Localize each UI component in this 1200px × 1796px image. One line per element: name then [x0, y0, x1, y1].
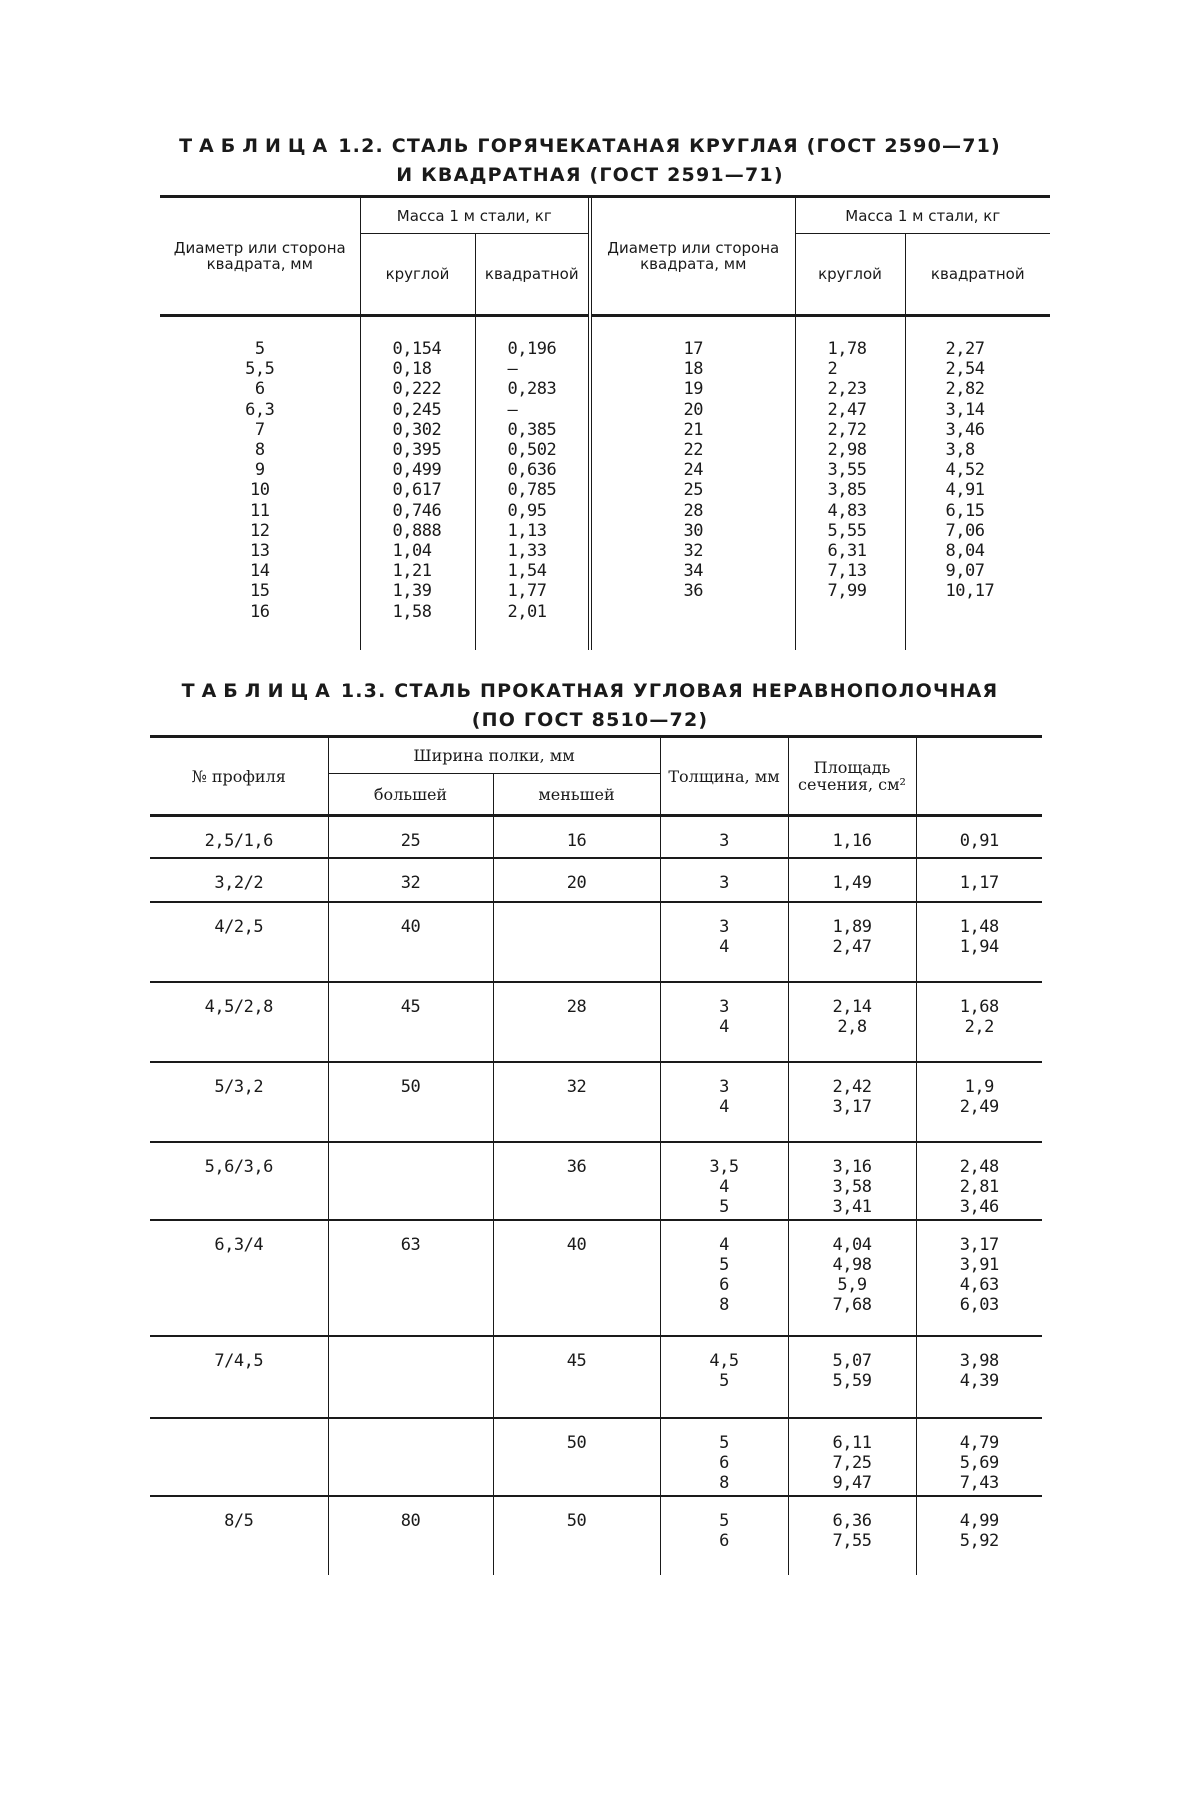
larger-width-cell	[328, 1418, 493, 1496]
smaller-width-cell: 50	[493, 1496, 660, 1575]
table-1-2-caption-line1: 1.2. СТАЛЬ ГОРЯЧЕКАТАНАЯ КРУГЛАЯ (ГОСТ 2590—71)	[338, 135, 1001, 157]
mass-cell: 2,48 2,81 3,46	[916, 1142, 1042, 1220]
table-row	[150, 902, 1042, 982]
area-cell: 4,04 4,98 5,9 7,68	[788, 1220, 916, 1336]
header-thickness: Толщина, мм	[660, 738, 788, 814]
smaller-width-cell: 36	[493, 1142, 660, 1220]
profile-cell: 4,5/2,8	[150, 982, 328, 1062]
header-square-right: квадратной	[905, 234, 1050, 316]
mass-cell: 1,48 1,94	[916, 902, 1042, 982]
table-row	[150, 1496, 1042, 1575]
area-cell: 1,49	[788, 858, 916, 902]
larger-width-cell	[328, 1142, 493, 1220]
thickness-cell: 5 6 8	[660, 1418, 788, 1496]
larger-width-cell: 50	[328, 1062, 493, 1142]
thickness-cell: 3 4	[660, 982, 788, 1062]
smaller-width-cell: 28	[493, 982, 660, 1062]
mass-cell: 3,98 4,39	[916, 1336, 1042, 1418]
smaller-width-cell: 20	[493, 858, 660, 902]
mass-cell: 1,17	[916, 858, 1042, 902]
thickness-cell: 3	[660, 816, 788, 859]
mass-cell: 1,68 2,2	[916, 982, 1042, 1062]
larger-width-cell: 40	[328, 902, 493, 982]
smaller-width-cell: 16	[493, 816, 660, 859]
table-row	[150, 816, 1042, 859]
area-cell: 2,42 3,17	[788, 1062, 916, 1142]
area-cell: 3,16 3,58 3,41	[788, 1142, 916, 1220]
area-cell: 1,16	[788, 816, 916, 859]
profile-cell: 2,5/1,6	[150, 816, 328, 859]
profile-cell: 3,2/2	[150, 858, 328, 902]
right-round-mass: 1,78 2 2,23 2,47 2,72 2,98 3,55 3,85 4,83 5,55 6,31 7,13 7,99	[795, 316, 905, 650]
thickness-cell: 4,5 5	[660, 1336, 788, 1418]
mass-cell: 3,17 3,91 4,63 6,03	[916, 1220, 1042, 1336]
larger-width-cell: 25	[328, 816, 493, 859]
table-1-3	[150, 735, 1042, 1575]
profile-cell: 6,3/4	[150, 1220, 328, 1336]
profile-cell	[150, 1418, 328, 1496]
thickness-cell: 5 6	[660, 1496, 788, 1575]
area-cell: 2,14 2,8	[788, 982, 916, 1062]
table-row	[150, 1220, 1042, 1336]
table-row	[150, 858, 1042, 902]
table-row	[150, 1062, 1042, 1142]
header-mass-left: Масса 1 м стали, кг	[360, 198, 590, 234]
table-row	[150, 1418, 1042, 1496]
header-square-left: квадратной	[475, 234, 590, 316]
table-1-2-body	[160, 316, 1050, 650]
area-cell: 6,11 7,25 9,47	[788, 1418, 916, 1496]
table-1-3-caption-label: ТАБЛИЦА	[181, 680, 337, 702]
larger-width-cell: 32	[328, 858, 493, 902]
area-cell: 1,89 2,47	[788, 902, 916, 982]
left-round-mass: 0,154 0,18 0,222 0,245 0,302 0,395 0,499 0,617 0,746 0,888 1,04 1,21 1,39 1,58	[360, 316, 475, 650]
profile-cell: 8/5	[150, 1496, 328, 1575]
header-diameter-right: Диаметр или сторона квадрата, мм	[590, 198, 795, 316]
smaller-width-cell: 50	[493, 1418, 660, 1496]
profile-cell: 7/4,5	[150, 1336, 328, 1418]
thickness-cell: 3 4	[660, 902, 788, 982]
table-1-2	[160, 195, 1050, 650]
thickness-cell: 4 5 6 8	[660, 1220, 788, 1336]
mass-cell: 0,91	[916, 816, 1042, 859]
header-round-left: круглой	[360, 234, 475, 316]
area-cell: 6,36 7,55	[788, 1496, 916, 1575]
table-1-3-caption-line2: (ПО ГОСТ 8510—72)	[471, 709, 709, 731]
mass-cell: 4,79 5,69 7,43	[916, 1418, 1042, 1496]
table-row	[150, 1336, 1042, 1418]
header-mass-right: Масса 1 м стали, кг	[795, 198, 1050, 234]
profile-cell: 5/3,2	[150, 1062, 328, 1142]
larger-width-cell: 45	[328, 982, 493, 1062]
right-diameters: 17 18 19 20 21 22 24 25 28 30 32 34 36	[590, 316, 795, 650]
profile-cell: 5,6/3,6	[150, 1142, 328, 1220]
header-larger: большей	[328, 774, 493, 815]
header-smaller: меньшей	[493, 774, 660, 815]
header-mass	[916, 738, 1042, 814]
table-1-2-caption	[150, 132, 1030, 190]
table-1-2-caption-line2: И КВАДРАТНАЯ (ГОСТ 2591—71)	[396, 164, 784, 186]
mass-cell: 4,99 5,92	[959, 1511, 999, 1551]
mass-cell: 1,9 2,49	[916, 1062, 1042, 1142]
table-1-2-caption-label: ТАБЛИЦА	[179, 135, 335, 157]
larger-width-cell: 80	[328, 1496, 493, 1575]
thickness-cell: 3	[660, 858, 788, 902]
left-diameters: 5 5,5 6 6,3 7 8 9 10 11 12 13 14 15 16	[160, 316, 360, 650]
thickness-cell: 3 4	[660, 1062, 788, 1142]
table-row	[150, 982, 1042, 1062]
right-square-mass: 2,27 2,54 2,82 3,14 3,46 3,8 4,52 4,91 6,15 7,06 8,04 9,07 10,17	[945, 339, 995, 602]
smaller-width-cell: 40	[493, 1220, 660, 1336]
left-square-mass: 0,196 — 0,283 — 0,385 0,502 0,636 0,785 0,95 1,13 1,33 1,54 1,77 2,01	[475, 316, 590, 650]
table-1-3-caption-line1: 1.3. СТАЛЬ ПРОКАТНАЯ УГЛОВАЯ НЕРАВНОПОЛОЧНАЯ	[340, 680, 999, 702]
area-cell: 5,07 5,59	[788, 1336, 916, 1418]
header-round-right: круглой	[795, 234, 905, 316]
smaller-width-cell: 32	[493, 1062, 660, 1142]
smaller-width-cell: 45	[493, 1336, 660, 1418]
header-diameter-left: Диаметр или сторона квадрата, мм	[160, 198, 360, 316]
smaller-width-cell	[493, 902, 660, 982]
table-1-3-caption	[150, 677, 1030, 735]
header-area: Площадь сечения, см²	[788, 738, 916, 814]
larger-width-cell	[328, 1336, 493, 1418]
larger-width-cell: 63	[328, 1220, 493, 1336]
thickness-cell: 3,5 4 5	[660, 1142, 788, 1220]
profile-cell: 4/2,5	[150, 902, 328, 982]
header-flange-width: Ширина полки, мм	[328, 738, 660, 774]
header-profile: № профиля	[150, 738, 328, 814]
table-row	[150, 1142, 1042, 1220]
